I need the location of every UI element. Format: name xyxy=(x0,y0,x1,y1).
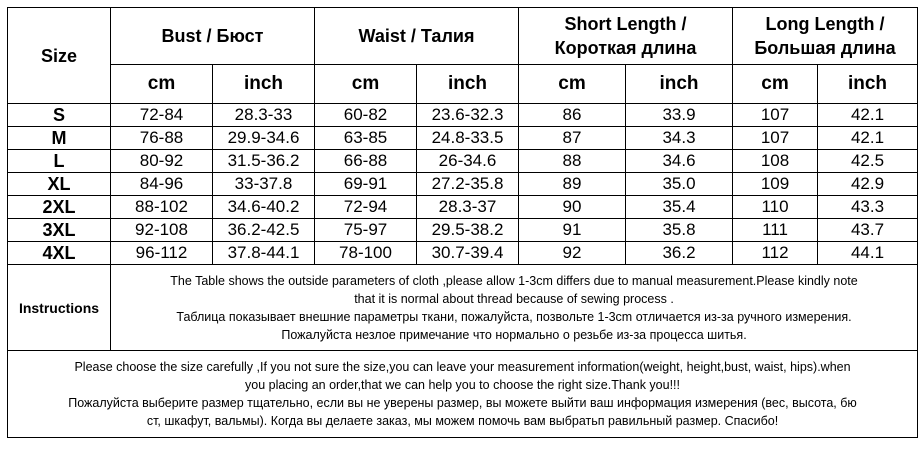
size-cell: 4XL xyxy=(8,242,111,265)
long-inch-cell: 44.1 xyxy=(818,242,918,265)
instructions-line: Таблица показывает внешние параметры ткани, пожалуйста, позвольте 1-3cm отличается из-за ручного измерения. xyxy=(176,309,852,324)
waist-inch-cell: 27.2-35.8 xyxy=(417,173,519,196)
waist-cm-cell: 78-100 xyxy=(315,242,417,265)
long-length-header-en: Long Length / xyxy=(765,14,885,34)
footer-line: you placing an order,that we can help you to choose the right size.Thank you!!! xyxy=(245,378,680,392)
bust-inch-cell: 34.6-40.2 xyxy=(213,196,315,219)
bust-cm-cell: 72-84 xyxy=(111,104,213,127)
waist-inch-cell: 30.7-39.4 xyxy=(417,242,519,265)
long-cm-cell: 108 xyxy=(733,150,818,173)
unit-cell: cm xyxy=(733,65,818,104)
long-inch-cell: 42.5 xyxy=(818,150,918,173)
bust-cm-cell: 84-96 xyxy=(111,173,213,196)
unit-row xyxy=(8,65,918,104)
bust-inch-cell: 28.3-33 xyxy=(213,104,315,127)
size-cell: L xyxy=(8,150,111,173)
unit-cell: cm xyxy=(519,65,626,104)
waist-inch-cell: 23.6-32.3 xyxy=(417,104,519,127)
long-cm-cell: 107 xyxy=(733,127,818,150)
waist-inch-cell: 24.8-33.5 xyxy=(417,127,519,150)
footer-note xyxy=(8,351,918,438)
short-cm-cell: 91 xyxy=(519,219,626,242)
bust-cm-cell: 88-102 xyxy=(111,196,213,219)
long-cm-cell: 107 xyxy=(733,104,818,127)
bust-cm-cell: 96-112 xyxy=(111,242,213,265)
footer-line: Please choose the size carefully ,If you not sure the size,you can leave your measurement information(weight, height,bust, waist, hips).when xyxy=(74,360,851,374)
instructions-line: The Table shows the outside parameters of cloth ,please allow 1-3cm differs due to manual measurement.Please kindly note xyxy=(170,273,858,288)
short-inch-cell: 35.4 xyxy=(626,196,733,219)
unit-cell: cm xyxy=(111,65,213,104)
waist-inch-cell: 26-34.6 xyxy=(417,150,519,173)
size-cell: 3XL xyxy=(8,219,111,242)
bust-inch-cell: 29.9-34.6 xyxy=(213,127,315,150)
long-cm-cell: 112 xyxy=(733,242,818,265)
short-inch-cell: 34.3 xyxy=(626,127,733,150)
waist-cm-cell: 66-88 xyxy=(315,150,417,173)
short-cm-cell: 86 xyxy=(519,104,626,127)
footer-line: Пожалуйста выберите размер тщательно, если вы не уверены размер, вы можете выйти ваш информация измерения (вес, высота, бю xyxy=(68,396,857,410)
bust-inch-cell: 37.8-44.1 xyxy=(213,242,315,265)
unit-cell: inch xyxy=(818,65,918,104)
bust-inch-cell: 36.2-42.5 xyxy=(213,219,315,242)
table-row xyxy=(8,196,918,219)
footer-line: ст, шкафут, вальмы). Когда вы делаете заказ, мы можем помочь вам выбратьп равильный размер. Спасибо! xyxy=(146,414,779,428)
short-inch-cell: 35.0 xyxy=(626,173,733,196)
waist-inch-cell: 29.5-38.2 xyxy=(417,219,519,242)
long-inch-cell: 43.7 xyxy=(818,219,918,242)
bust-inch-cell: 33-37.8 xyxy=(213,173,315,196)
size-cell: XL xyxy=(8,173,111,196)
short-inch-cell: 34.6 xyxy=(626,150,733,173)
unit-cell: inch xyxy=(213,65,315,104)
footer-row xyxy=(8,351,918,438)
bust-cm-cell: 92-108 xyxy=(111,219,213,242)
short-length-header xyxy=(519,8,733,65)
long-inch-cell: 43.3 xyxy=(818,196,918,219)
unit-cell: inch xyxy=(417,65,519,104)
bust-inch-cell: 31.5-36.2 xyxy=(213,150,315,173)
size-header: Size xyxy=(8,8,111,104)
size-cell: 2XL xyxy=(8,196,111,219)
short-inch-cell: 33.9 xyxy=(626,104,733,127)
waist-inch-cell: 28.3-37 xyxy=(417,196,519,219)
long-length-header-ru: Большая длина xyxy=(754,38,896,58)
waist-cm-cell: 75-97 xyxy=(315,219,417,242)
unit-cell: inch xyxy=(626,65,733,104)
long-cm-cell: 109 xyxy=(733,173,818,196)
waist-header: Waist / Талия xyxy=(315,8,519,65)
size-chart-table xyxy=(7,7,918,438)
short-inch-cell: 36.2 xyxy=(626,242,733,265)
short-cm-cell: 92 xyxy=(519,242,626,265)
short-length-header-ru: Короткая длина xyxy=(554,38,697,58)
table-row xyxy=(8,150,918,173)
long-length-header xyxy=(733,8,918,65)
short-length-header-en: Short Length / xyxy=(564,14,687,34)
header-row xyxy=(8,8,918,65)
long-inch-cell: 42.9 xyxy=(818,173,918,196)
long-cm-cell: 110 xyxy=(733,196,818,219)
instructions-label: Instructions xyxy=(8,265,111,351)
waist-cm-cell: 72-94 xyxy=(315,196,417,219)
unit-cell: cm xyxy=(315,65,417,104)
long-cm-cell: 111 xyxy=(733,219,818,242)
table-row xyxy=(8,173,918,196)
size-cell: S xyxy=(8,104,111,127)
bust-cm-cell: 76-88 xyxy=(111,127,213,150)
size-cell: M xyxy=(8,127,111,150)
long-inch-cell: 42.1 xyxy=(818,104,918,127)
instructions-line: that it is normal about thread because of sewing process . xyxy=(354,291,674,306)
table-row xyxy=(8,242,918,265)
instructions-text xyxy=(111,265,918,351)
table-row xyxy=(8,104,918,127)
long-inch-cell: 42.1 xyxy=(818,127,918,150)
short-cm-cell: 88 xyxy=(519,150,626,173)
short-cm-cell: 90 xyxy=(519,196,626,219)
short-cm-cell: 87 xyxy=(519,127,626,150)
instructions-line: Пожалуйста незлое примечание что нормально о резьбе из-за процесса шитья. xyxy=(281,327,747,342)
short-inch-cell: 35.8 xyxy=(626,219,733,242)
table-row xyxy=(8,219,918,242)
waist-cm-cell: 69-91 xyxy=(315,173,417,196)
table-row xyxy=(8,127,918,150)
bust-cm-cell: 80-92 xyxy=(111,150,213,173)
bust-header: Bust / Бюст xyxy=(111,8,315,65)
instructions-row xyxy=(8,265,918,351)
waist-cm-cell: 63-85 xyxy=(315,127,417,150)
waist-cm-cell: 60-82 xyxy=(315,104,417,127)
short-cm-cell: 89 xyxy=(519,173,626,196)
